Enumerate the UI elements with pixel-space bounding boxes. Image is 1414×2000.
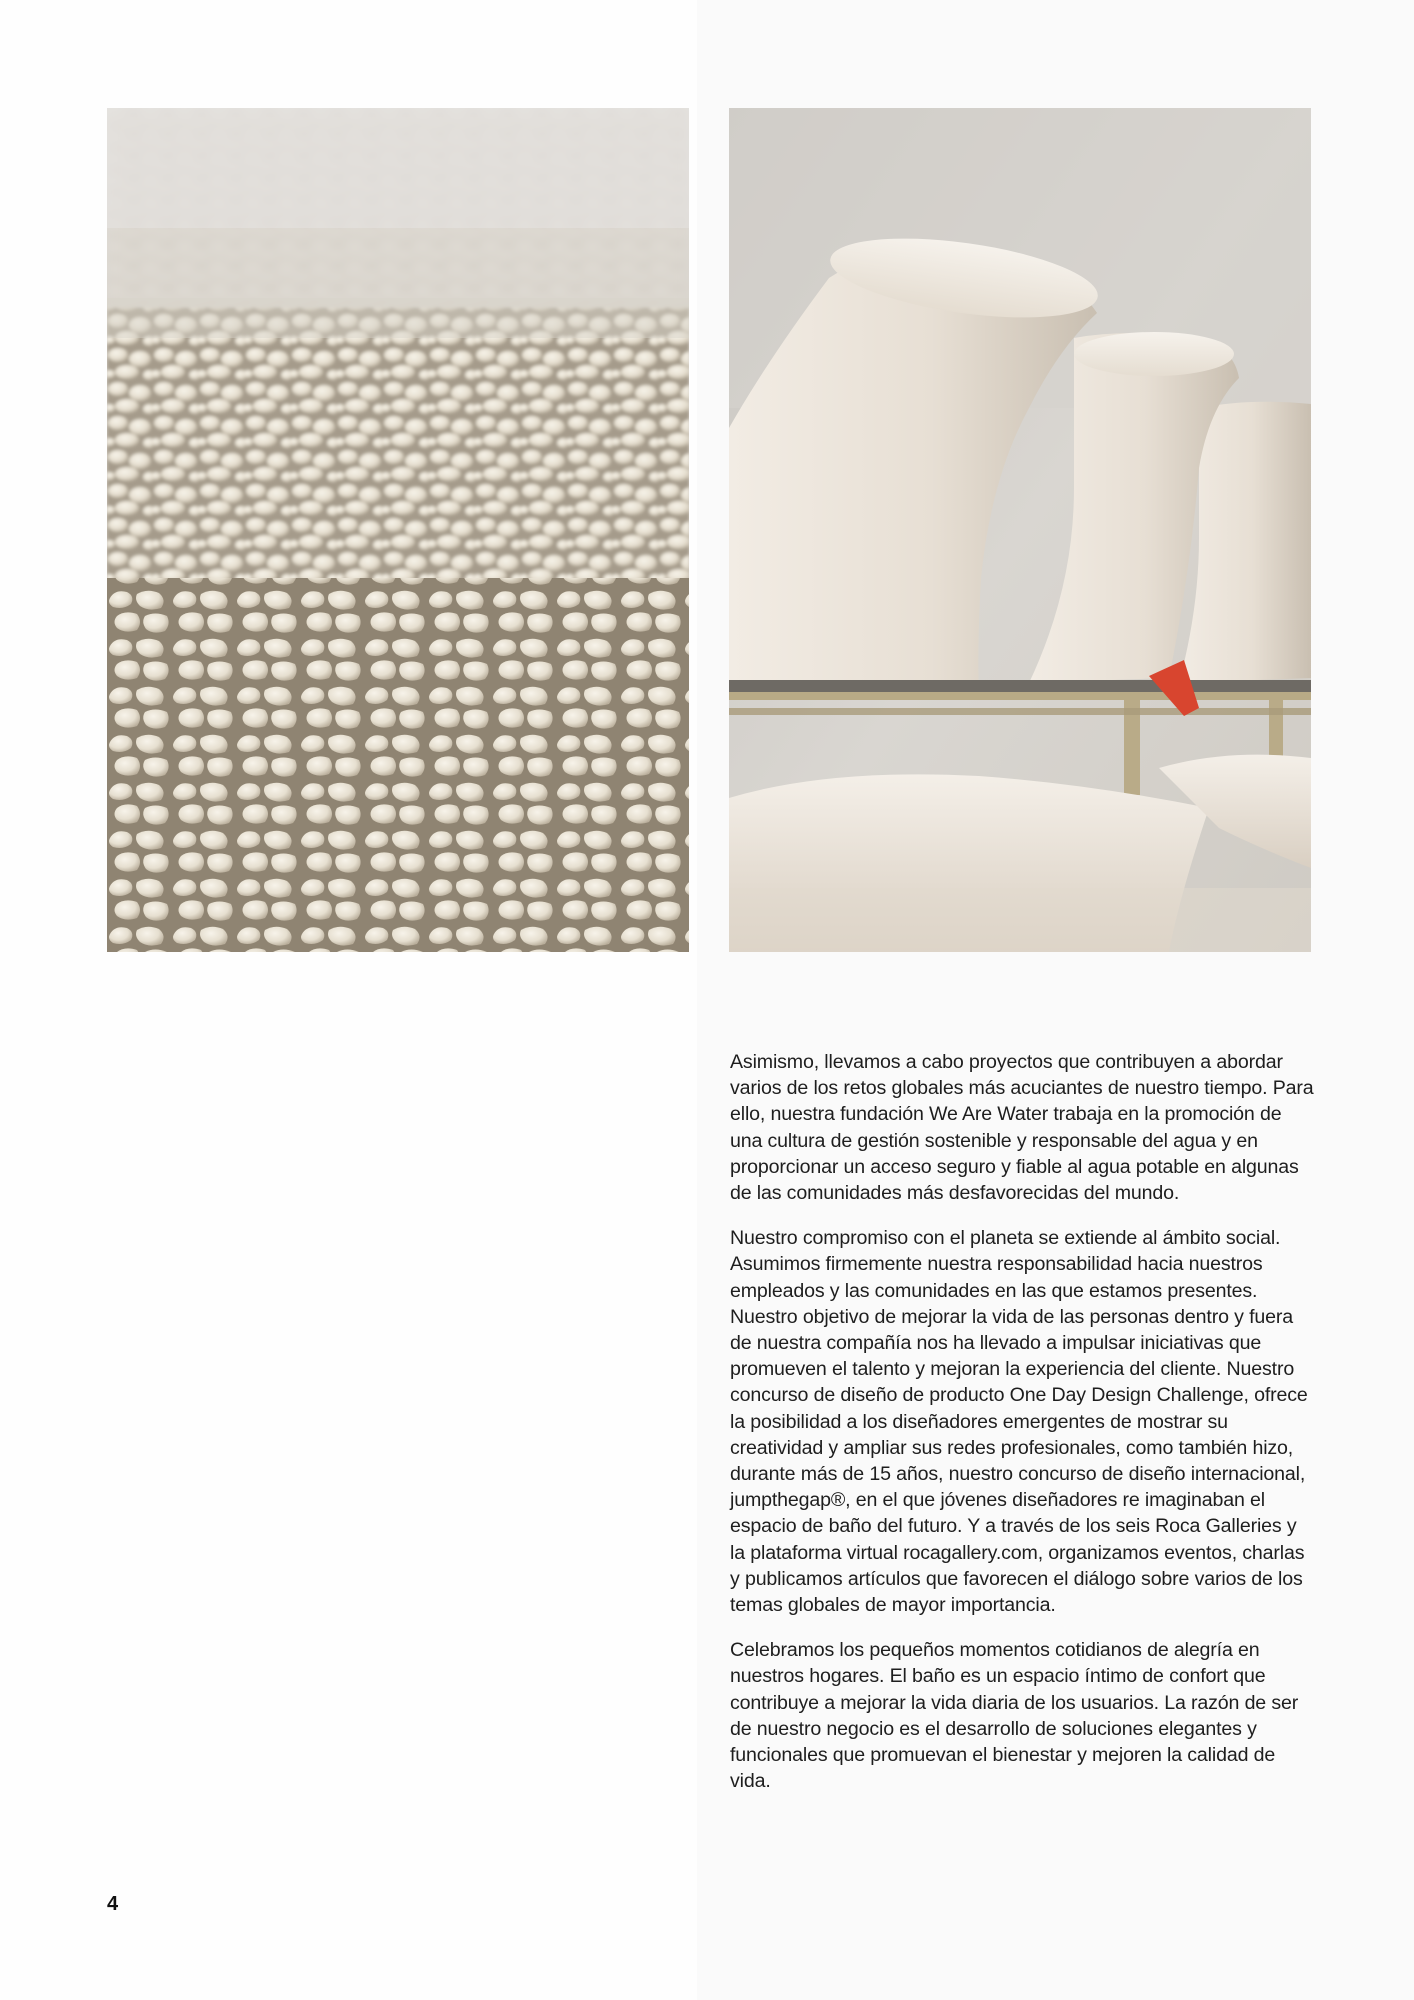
- body-text-column: [730, 1049, 1314, 1813]
- paragraph-water-foundation: Asimismo, llevamos a cabo proyectos que contribuyen a abordar varios de los retos globales más acuciantes de nuestro tiempo. Para ello, nuestra fundación We Are Water trabaja en la promoción de una cultura de gestión sostenible y responsable del agua y en proporcionar un acceso seguro y fiable al agua potable en algunas de las comunidades más desfavorecidas del mundo.: [730, 1051, 1314, 1205]
- paragraph-social-commitment: Nuestro compromiso con el planeta se extiende al ámbito social. Asumimos firmemente nuestra responsabilidad hacia nuestros empleados y las comunidades en las que estamos presentes. Nuestro objetivo de mejorar la vida de las personas dentro y fuera de nuestra compañía nos ha llevado a impulsar iniciativas que promueven el talento y mejoran la experiencia del cliente. Nuestro concurso de diseño de producto One Day Design Challenge, ofrece la posibilidad a los diseñadores emergentes de mostrar su creatividad y ampliar sus redes profesionales, como también hizo, durante más de 15 años, nuestro concurso de diseño internacional, jumpthegap®, en el que jóvenes diseñadores re imaginaban el espacio de baño del futuro. Y a través de los seis Roca Galleries y la plataforma virtual rocagallery.com, organizamos eventos, charlas y publicamos artículos que favorecen el diálogo sobre varios de los temas globales de mayor importancia.: [730, 1227, 1308, 1617]
- gravel-photo-icon: [107, 108, 689, 952]
- paragraph-wellbeing: Celebramos los pequeños momentos cotidianos de alegría en nuestros hogares. El baño es un espacio íntimo de confort que contribuye a mejorar la vida diaria de los usuarios. La razón de ser de nuestro negocio es el desarrollo de soluciones elegantes y funcionales que promuevan el bienestar y mejoren la calidad de vida.: [730, 1639, 1299, 1793]
- ceramic-toilets-icon: [729, 108, 1311, 952]
- ceramic-toilets-production-photo: [729, 108, 1311, 952]
- gravel-photo: [107, 108, 689, 952]
- page-number: 4: [107, 1893, 119, 1915]
